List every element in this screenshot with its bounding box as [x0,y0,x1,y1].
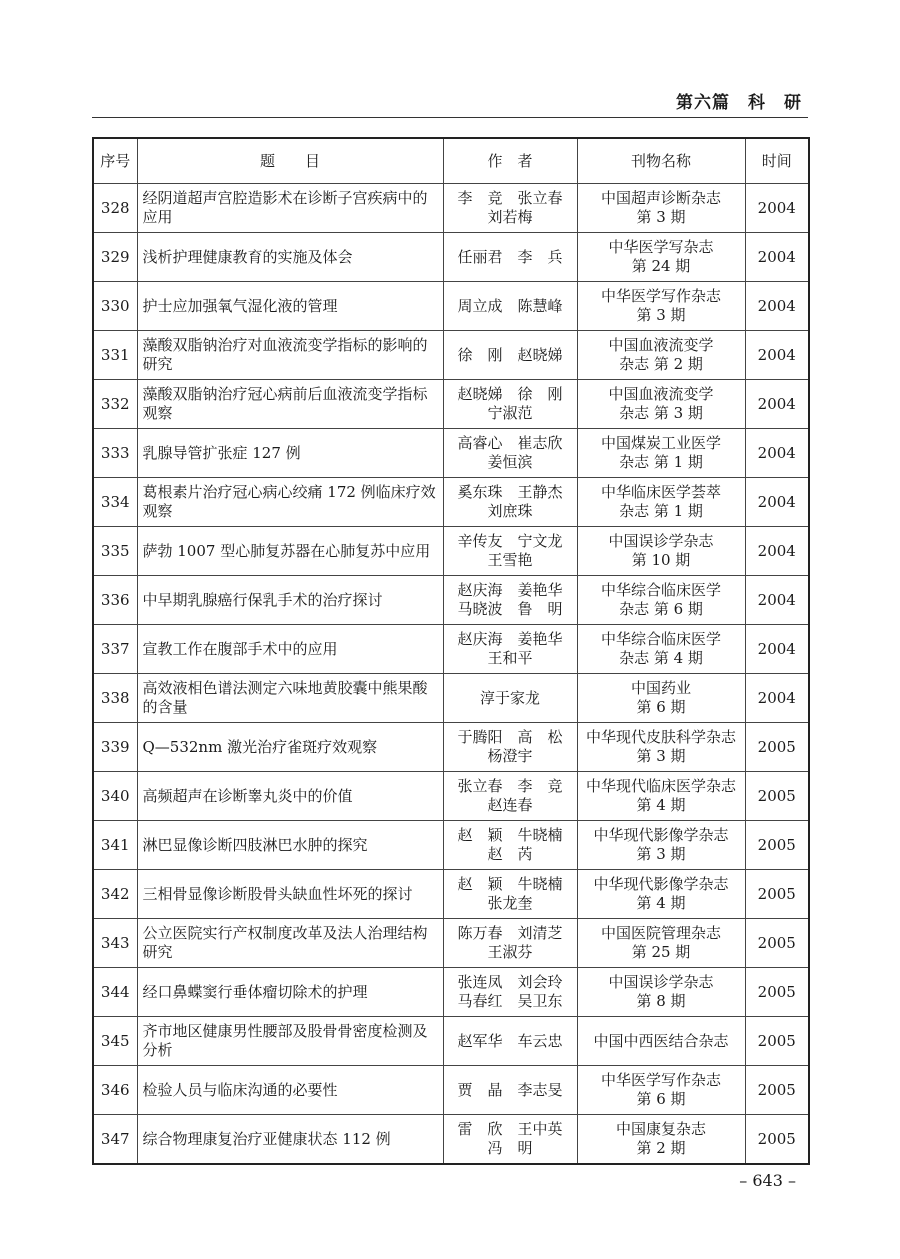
publication-year: 2004 [745,282,809,331]
paper-title: 高频超声在诊断睾丸炎中的价值 [137,772,443,821]
journal-cell [577,429,745,478]
journal-cell [577,478,745,527]
row-number: 342 [93,870,137,919]
author-line: 赵 颖 牛晓楠 [457,826,563,844]
journal-cell [577,233,745,282]
author-line: 赵 颖 牛晓楠 [457,875,563,893]
journal-line: 中华医学写作杂志 [600,1071,721,1089]
journal-line: 中国血液流变学 [608,385,714,403]
table-row [93,478,809,527]
row-number: 344 [93,968,137,1017]
journal-line: 中华临床医学荟萃 [600,483,721,501]
authors-cell [443,184,577,233]
table-row [93,968,809,1017]
row-number: 329 [93,233,137,282]
row-number: 339 [93,723,137,772]
author-line: 王和平 [487,649,533,667]
row-number: 330 [93,282,137,331]
publication-table [92,137,810,1165]
table-row [93,1115,809,1165]
paper-title: 齐市地区健康男性腰部及股骨骨密度检测及分析 [137,1017,443,1066]
authors-cell [443,1115,577,1165]
author-line: 马春红 吴卫东 [457,992,563,1010]
journal-line: 第 3 期 [636,306,686,324]
journal-line: 中国康复杂志 [615,1120,706,1138]
publication-year: 2005 [745,1115,809,1165]
journal-line: 杂志 第 1 期 [619,502,703,520]
paper-title: 藻酸双脂钠治疗冠心病前后血液流变学指标观察 [137,380,443,429]
paper-title: 乳腺导管扩张症 127 例 [137,429,443,478]
row-number: 331 [93,331,137,380]
journal-cell [577,821,745,870]
authors-cell [443,919,577,968]
journal-line: 中国超声诊断杂志 [600,189,721,207]
table-row [93,233,809,282]
journal-line: 中华现代临床医学杂志 [585,777,736,795]
journal-cell [577,919,745,968]
publication-year: 2005 [745,1017,809,1066]
row-number: 332 [93,380,137,429]
journal-line: 中华现代影像学杂志 [593,826,729,844]
journal-line: 杂志 第 1 期 [619,453,703,471]
journal-line: 第 25 期 [631,943,691,961]
journal-line: 中国误诊学杂志 [608,532,714,550]
paper-title: 萨勃 1007 型心肺复苏器在心肺复苏中应用 [137,527,443,576]
table-body [93,184,809,1165]
row-number: 343 [93,919,137,968]
publication-year: 2004 [745,527,809,576]
paper-title: 护士应加强氧气湿化液的管理 [137,282,443,331]
publication-year: 2004 [745,233,809,282]
journal-cell [577,625,745,674]
author-line: 赵 芮 [487,845,533,863]
journal-cell [577,1066,745,1115]
author-line: 马晓波 鲁 明 [457,600,563,618]
author-line: 于腾阳 高 松 [457,728,563,746]
authors-cell [443,576,577,625]
paper-title: 浅析护理健康教育的实施及体会 [137,233,443,282]
paper-title: 葛根素片治疗冠心病心绞痛 172 例临床疗效观察 [137,478,443,527]
author-line: 任丽君 李 兵 [457,247,563,266]
publication-year: 2004 [745,576,809,625]
publication-year: 2005 [745,870,809,919]
table-row [93,184,809,233]
author-line: 王雪艳 [487,551,533,569]
journal-line: 第 6 期 [636,1090,686,1108]
journal-line: 中华现代影像学杂志 [593,875,729,893]
publication-year: 2005 [745,772,809,821]
row-number: 333 [93,429,137,478]
author-line: 雷 欣 王中英 [457,1120,563,1138]
paper-title: 藻酸双脂钠治疗对血液流变学指标的影响的研究 [137,331,443,380]
authors-cell [443,1066,577,1115]
row-number: 335 [93,527,137,576]
paper-title: 综合物理康复治疗亚健康状态 112 例 [137,1115,443,1165]
table-row [93,380,809,429]
authors-cell [443,772,577,821]
journal-line: 第 3 期 [636,208,686,226]
author-line: 李 竞 张立春 [457,189,563,207]
paper-title: 淋巴显像诊断四肢淋巴水肿的探究 [137,821,443,870]
row-number: 337 [93,625,137,674]
row-number: 336 [93,576,137,625]
authors-cell [443,233,577,282]
author-line: 张立春 李 竞 [457,777,563,795]
journal-cell [577,331,745,380]
header-rule [92,117,808,118]
publication-year: 2005 [745,821,809,870]
publication-year: 2004 [745,625,809,674]
author-line: 刘若梅 [487,208,533,226]
authors-cell [443,478,577,527]
journal-cell [577,968,745,1017]
journal-cell [577,527,745,576]
row-number: 338 [93,674,137,723]
journal-line: 中华医学写作杂志 [600,287,721,305]
table-row [93,527,809,576]
publication-year: 2004 [745,184,809,233]
journal-line: 中国煤炭工业医学 [600,434,721,452]
journal-line: 第 6 期 [636,698,686,716]
publication-year: 2004 [745,331,809,380]
authors-cell [443,625,577,674]
journal-cell [577,282,745,331]
running-head: 第六篇 科 研 [676,93,802,113]
header-num: 序号 [93,138,137,184]
journal-line: 第 8 期 [636,992,686,1010]
publication-year: 2005 [745,968,809,1017]
journal-line: 第 3 期 [636,845,686,863]
journal-line: 第 3 期 [636,747,686,765]
journal-line: 杂志 第 6 期 [619,600,703,618]
journal-line: 中华医学写杂志 [608,238,714,256]
header-journal: 刊物名称 [577,138,745,184]
journal-line: 中国误诊学杂志 [608,973,714,991]
journal-line: 杂志 第 2 期 [619,355,703,373]
publication-year: 2005 [745,919,809,968]
journal-cell [577,1017,745,1066]
author-line: 宁淑范 [487,404,533,422]
authors-cell [443,331,577,380]
journal-cell [577,184,745,233]
journal-line: 中华综合临床医学 [600,581,721,599]
table-row [93,625,809,674]
authors-cell [443,674,577,723]
author-line: 赵庆海 姜艳华 [457,581,563,599]
journal-line: 中国医院管理杂志 [600,924,721,942]
author-line: 赵军华 车云忠 [457,1031,563,1050]
table-row [93,282,809,331]
header-year: 时间 [745,138,809,184]
table-row [93,674,809,723]
row-number: 340 [93,772,137,821]
table-row [93,723,809,772]
author-line: 徐 刚 赵晓娣 [457,345,563,364]
table-row [93,576,809,625]
authors-cell [443,1017,577,1066]
authors-cell [443,870,577,919]
authors-cell [443,527,577,576]
table-row [93,331,809,380]
paper-title: 经口鼻蝶窦行垂体瘤切除术的护理 [137,968,443,1017]
paper-title: 经阴道超声宫腔造影术在诊断子宫疾病中的应用 [137,184,443,233]
journal-line: 中国血液流变学 [608,336,714,354]
author-line: 张连凤 刘会玲 [457,973,563,991]
journal-cell [577,674,745,723]
publication-year: 2004 [745,429,809,478]
authors-cell [443,723,577,772]
journal-cell [577,576,745,625]
journal-cell [577,723,745,772]
authors-cell [443,821,577,870]
row-number: 334 [93,478,137,527]
author-line: 姜恒滨 [487,453,533,471]
author-line: 赵晓娣 徐 刚 [457,385,563,403]
journal-line: 第 4 期 [636,894,686,912]
authors-cell [443,968,577,1017]
table-header-row [93,138,809,184]
paper-title: 宣教工作在腹部手术中的应用 [137,625,443,674]
author-line: 淳于家龙 [479,688,540,707]
author-line: 高睿心 崔志欣 [457,434,563,452]
authors-cell [443,380,577,429]
table-row [93,1066,809,1115]
journal-cell [577,870,745,919]
author-line: 陈万春 刘清芝 [457,924,563,942]
journal-line: 第 2 期 [636,1139,686,1157]
author-line: 赵庆海 姜艳华 [457,630,563,648]
table-row [93,429,809,478]
author-line: 赵连春 [487,796,533,814]
table-row [93,870,809,919]
row-number: 345 [93,1017,137,1066]
table-row [93,919,809,968]
row-number: 341 [93,821,137,870]
publication-year: 2004 [745,380,809,429]
journal-line: 中国药业 [630,679,691,697]
table-row [93,1017,809,1066]
row-number: 346 [93,1066,137,1115]
author-line: 王淑芬 [487,943,533,961]
authors-cell [443,429,577,478]
paper-title: 公立医院实行产权制度改革及法人治理结构研究 [137,919,443,968]
author-line: 奚东珠 王静杰 [457,483,563,501]
author-line: 杨澄宇 [487,747,533,765]
page-number: – 643 – [739,1171,796,1190]
journal-cell [577,772,745,821]
author-line: 刘庶珠 [487,502,533,520]
journal-line: 第 10 期 [631,551,691,569]
journal-line: 第 24 期 [631,257,691,275]
paper-title: 高效液相色谱法测定六味地黄胶囊中熊果酸的含量 [137,674,443,723]
row-number: 347 [93,1115,137,1165]
journal-line: 中华综合临床医学 [600,630,721,648]
journal-line: 中华现代皮肤科学杂志 [585,728,736,746]
table-row [93,772,809,821]
publication-year: 2004 [745,674,809,723]
publication-year: 2005 [745,1066,809,1115]
row-number: 328 [93,184,137,233]
table-row [93,821,809,870]
journal-line: 杂志 第 4 期 [619,649,703,667]
paper-title: 三相骨显像诊断股骨头缺血性坏死的探讨 [137,870,443,919]
author-line: 辛传友 宁文龙 [457,532,563,550]
journal-cell [577,380,745,429]
author-line: 冯 明 [487,1139,533,1157]
paper-title: Q—532nm 激光治疗雀斑疗效观察 [137,723,443,772]
journal-line: 中国中西医结合杂志 [593,1031,729,1050]
publication-year: 2005 [745,723,809,772]
header-title: 题 目 [137,138,443,184]
paper-title: 检验人员与临床沟通的必要性 [137,1066,443,1115]
journal-line: 杂志 第 3 期 [619,404,703,422]
authors-cell [443,282,577,331]
header-authors: 作 者 [443,138,577,184]
publication-year: 2004 [745,478,809,527]
author-line: 周立成 陈慧峰 [457,296,563,315]
author-line: 张龙奎 [487,894,533,912]
author-line: 贾 晶 李志旻 [457,1080,563,1099]
paper-title: 中早期乳腺癌行保乳手术的治疗探讨 [137,576,443,625]
journal-line: 第 4 期 [636,796,686,814]
journal-cell [577,1115,745,1165]
